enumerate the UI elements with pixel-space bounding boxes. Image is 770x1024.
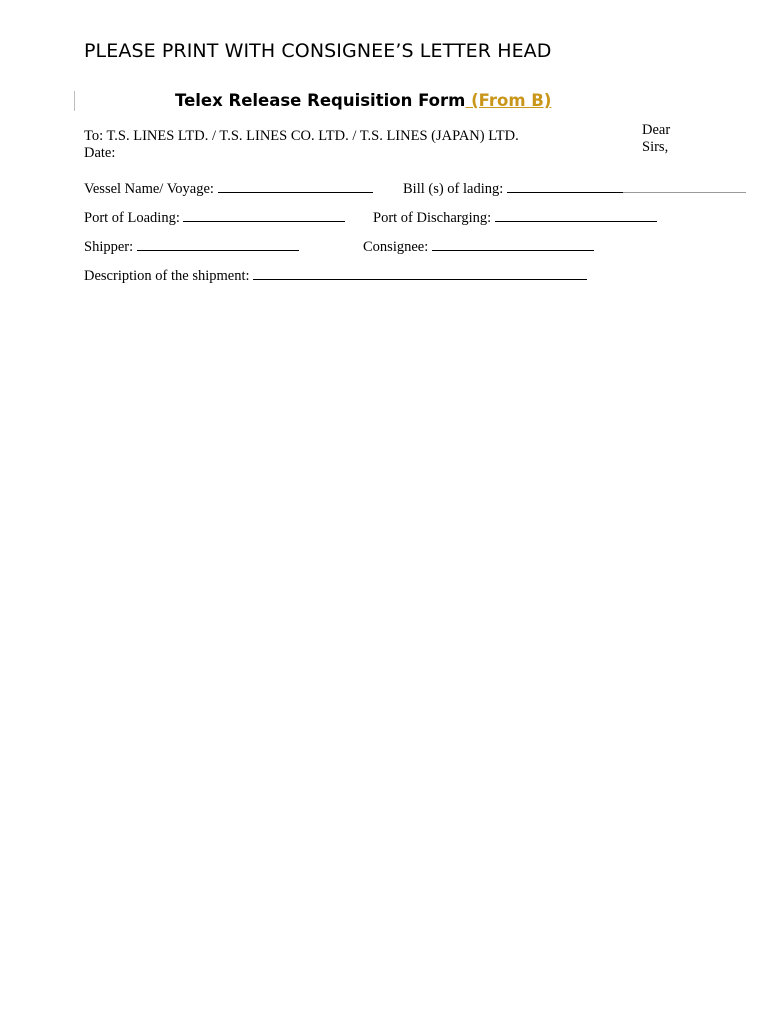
shipper-field <box>84 236 299 256</box>
form-title <box>175 91 551 110</box>
addressee-line: To: T.S. LINES LTD. / T.S. LINES CO. LTD. / T.S. LINES (JAPAN) LTD. <box>84 128 519 144</box>
shipment-description-label: Description of the shipment: <box>84 268 250 284</box>
page-heading: PLEASE PRINT WITH CONSIGNEE’S LETTER HEAD <box>84 40 552 62</box>
shipper-label: Shipper: <box>84 239 134 255</box>
form-title-text: Telex Release Requisition Form <box>175 91 466 110</box>
salutation-dear: Dear <box>642 122 671 138</box>
port-of-discharging-field <box>373 207 657 227</box>
vessel-voyage-label: Vessel Name/ Voyage: <box>84 181 214 197</box>
bill-of-lading-blank[interactable] <box>507 178 623 193</box>
consignee-blank[interactable] <box>432 236 594 251</box>
consignee-field <box>363 236 594 256</box>
margin-marker <box>74 91 75 111</box>
port-of-loading-label: Port of Loading: <box>84 210 180 226</box>
consignee-label: Consignee: <box>363 239 429 255</box>
shipper-blank[interactable] <box>137 236 299 251</box>
vessel-voyage-blank[interactable] <box>218 178 373 193</box>
salutation-sirs: Sirs, <box>642 139 669 155</box>
port-of-loading-blank[interactable] <box>183 207 345 222</box>
port-of-discharging-label: Port of Discharging: <box>373 210 492 226</box>
shipment-description-blank[interactable] <box>253 265 587 280</box>
port-of-discharging-blank[interactable] <box>495 207 657 222</box>
port-of-loading-field <box>84 207 345 227</box>
date-label: Date: <box>84 145 116 161</box>
vessel-voyage-field <box>84 178 373 198</box>
bill-of-lading-field <box>403 178 746 198</box>
form-title-suffix: (From B) <box>465 91 552 110</box>
bill-of-lading-label: Bill (s) of lading: <box>403 181 504 197</box>
bill-of-lading-blank-extension[interactable] <box>623 178 746 193</box>
shipment-description-field <box>84 265 587 285</box>
